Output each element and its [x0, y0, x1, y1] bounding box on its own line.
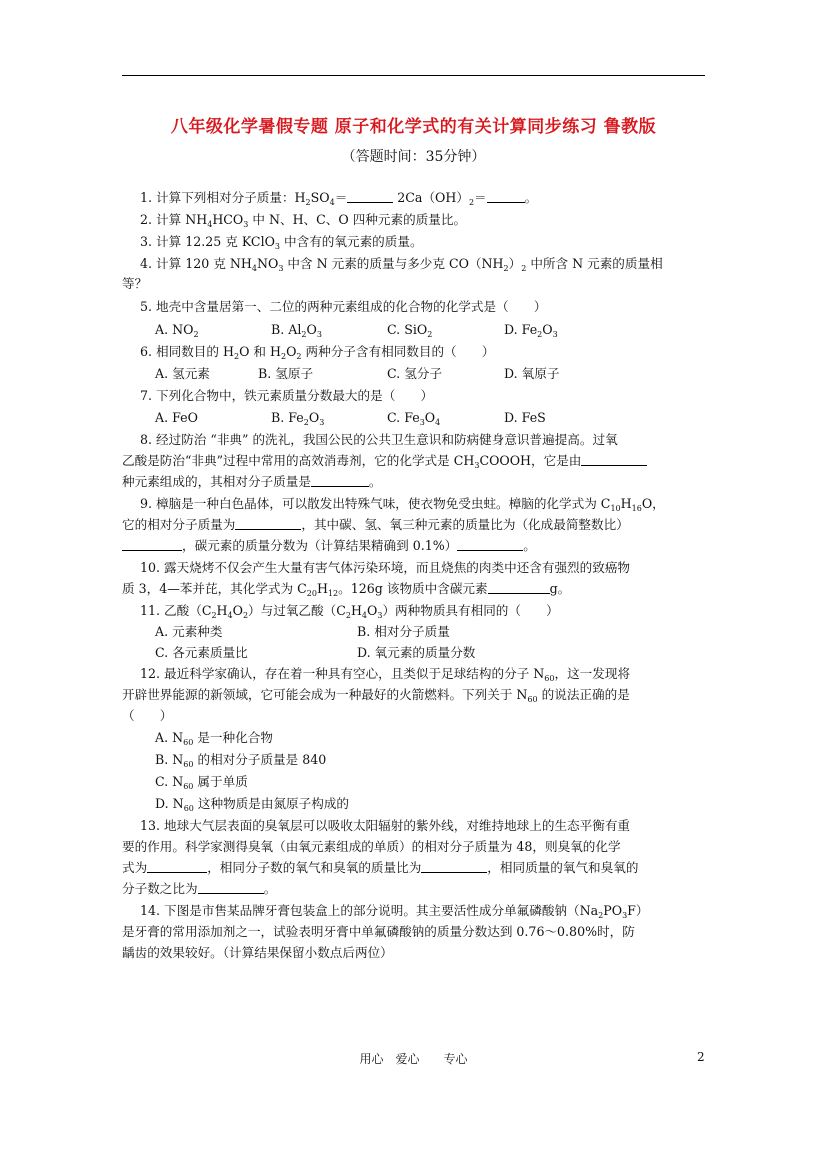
question-13-cont: 要的作用。科学家测得臭氧（由氧元素组成的单质）的相对分子质量为 48，则臭氧的化学: [122, 839, 621, 854]
option-a[interactable]: A. $NO_2$: [155, 322, 199, 339]
page-title: 八年级化学暑假专题 原子和化学式的有关计算同步练习 鲁教版: [170, 117, 657, 137]
question-9-cont: ，碳元素的质量分数为（计算结果精确到 0.1%） 。: [122, 536, 536, 556]
page-footer: 用心 爱心 专心: [359, 1052, 468, 1066]
question-12-cont: （ ）: [122, 708, 173, 723]
question-14-cont: 龋齿的效果较好。（计算结果保留小数点后两位）: [122, 945, 393, 960]
answer-blank[interactable]: [311, 474, 369, 487]
page-number: 2: [697, 1050, 705, 1064]
answer-blank[interactable]: [198, 881, 264, 894]
option-d[interactable]: D. $N_{60}$ 这种物质是由氮原子构成的: [155, 796, 350, 813]
answer-blank[interactable]: [457, 538, 523, 551]
option-d[interactable]: D. FeS: [504, 410, 546, 425]
question-14-cont: 是牙膏的常用添加剂之一，试验表明牙膏中单氟磷酸钠的质量分数达到 0.76～0.80%时，防: [122, 924, 635, 939]
question-3: 3. 计算 12.25 克 KClO$_3$ 中含有的氧元素的质量。: [140, 234, 423, 251]
option-c[interactable]: C. SiO$_2$: [387, 322, 433, 339]
option-a[interactable]: A. 元素种类: [155, 624, 223, 639]
question-14: 14. 下图是市售某品牌牙膏包装盒上的部分说明。其主要活性成分单氟磷酸钠$(Na_2PO_3F)$: [140, 903, 649, 920]
question-7: 7. 下列化合物中，铁元素质量分数最大的是（ ）: [140, 388, 434, 403]
answer-blank[interactable]: [347, 190, 393, 203]
question-8: 8. 经过防治 “非典” 的洗礼，我国公民的公共卫生意识和防病健身意识普遍提高。过氧: [140, 432, 618, 447]
question-8-cont: 种元素组成的，其相对分子质量是 。: [122, 474, 382, 489]
option-a[interactable]: A. $N_{60}$ 是一种化合物: [155, 730, 273, 747]
question-10: 10. 露天烧烤不仅会产生大量有害气体污染环境，而且烧焦的肉类中还含有强烈的致癌物: [140, 560, 631, 575]
time-note: （答题时间：35分钟）: [341, 149, 486, 165]
question-13-cont: 式为 ，相同分子数的氧气和臭氧的质量比为 ，相同质量的氧气和臭氧的: [122, 860, 639, 875]
answer-blank[interactable]: [581, 453, 647, 466]
option-d[interactable]: D. 氧原子: [504, 366, 560, 381]
question-9-cont: 它的相对分子质量为 ，其中碳、氢、氧三种元素的质量比为（化成最简整数比）: [122, 517, 629, 532]
question-1: 1. 计算下列相对分子质量：$H_2SO_4= 2Ca(OH)_2=$ 。: [140, 190, 538, 207]
question-10-cont: 质 3，4—苯并芘，其化学式为 $C_{20}H_{12}$。126g 该物质中含碳元素 g。: [122, 581, 571, 598]
option-a[interactable]: A. FeO: [155, 410, 198, 425]
question-11: 11. 乙酸$(C_2H_4O_2)$与过氧乙酸$(C_2H_4O_3)$两种物质具有相同的（ ）: [140, 603, 559, 620]
option-b[interactable]: B. $N_{60}$ 的相对分子质量是 840: [155, 752, 327, 769]
question-5: 5. 地壳中含量居第一、二位的两种元素组成的化合物的化学式是（ ）: [140, 299, 547, 314]
option-a[interactable]: A. 氢元素: [155, 366, 210, 381]
answer-blank[interactable]: [488, 581, 550, 594]
answer-blank[interactable]: [147, 860, 207, 873]
question-12-cont: 开辟世界能源的新领域，它可能会成为一种最好的火箭燃料。下列关于 $N_{60}$ 的说法正确的是: [122, 687, 630, 704]
option-b[interactable]: B. 相对分子质量: [357, 624, 450, 639]
option-d[interactable]: D. 氧元素的质量分数: [357, 645, 476, 660]
option-b[interactable]: B. $Fe_2O_3$: [271, 410, 325, 427]
option-c[interactable]: C. $N_{60}$ 属于单质: [155, 774, 248, 791]
option-d[interactable]: D. $Fe_2O_3$: [504, 322, 558, 339]
answer-blank[interactable]: [122, 538, 182, 551]
answer-blank[interactable]: [487, 190, 525, 203]
question-4-cont: 等？: [122, 276, 148, 291]
question-6: 6. 相同数目的 $H_2O$ 和 $H_2O_2$ 两种分子含有相同数目的（ ）: [140, 344, 495, 361]
question-4: 4. 计算 120 克 $NH_4NO_3$ 中含 N 元素的质量与多少克 $CO(NH_2)_2$ 中所含 N 元素的质量相: [140, 256, 663, 273]
question-2: 2. 计算 $NH_4HCO_3$ 中 N、H、C、O 四种元素的质量比。: [140, 212, 467, 229]
option-c[interactable]: C. 各元素质量比: [155, 645, 248, 660]
option-c[interactable]: C. $Fe_3O_4$: [387, 410, 441, 427]
question-9: 9. 樟脑是一种白色晶体，可以散发出特殊气味，使衣物免受虫蛀。樟脑的化学式为 $C_{10}H_{16}O$，: [140, 496, 665, 513]
question-8-cont: 乙酸是防治“非典”过程中常用的高效消毒剂，它的化学式是 $CH_3COOOH$，它是由: [122, 451, 647, 471]
question-12: 12. 最近科学家确认，存在着一种具有空心，且类似于足球结构的分子 $N_{60}$，这一发现将: [140, 666, 631, 683]
option-b[interactable]: B. $Al_2O_3$: [271, 322, 322, 339]
question-13: 13. 地球大气层表面的臭氧层可以吸收太阳辐射的紫外线，对维持地球上的生态平衡有重: [140, 818, 631, 833]
option-b[interactable]: B. 氢原子: [258, 366, 314, 381]
answer-blank[interactable]: [421, 860, 487, 873]
option-c[interactable]: C. 氢分子: [387, 366, 442, 381]
header-rule: [122, 75, 705, 76]
question-13-cont: 分子数之比为 。: [122, 881, 277, 896]
answer-blank[interactable]: [235, 517, 301, 530]
